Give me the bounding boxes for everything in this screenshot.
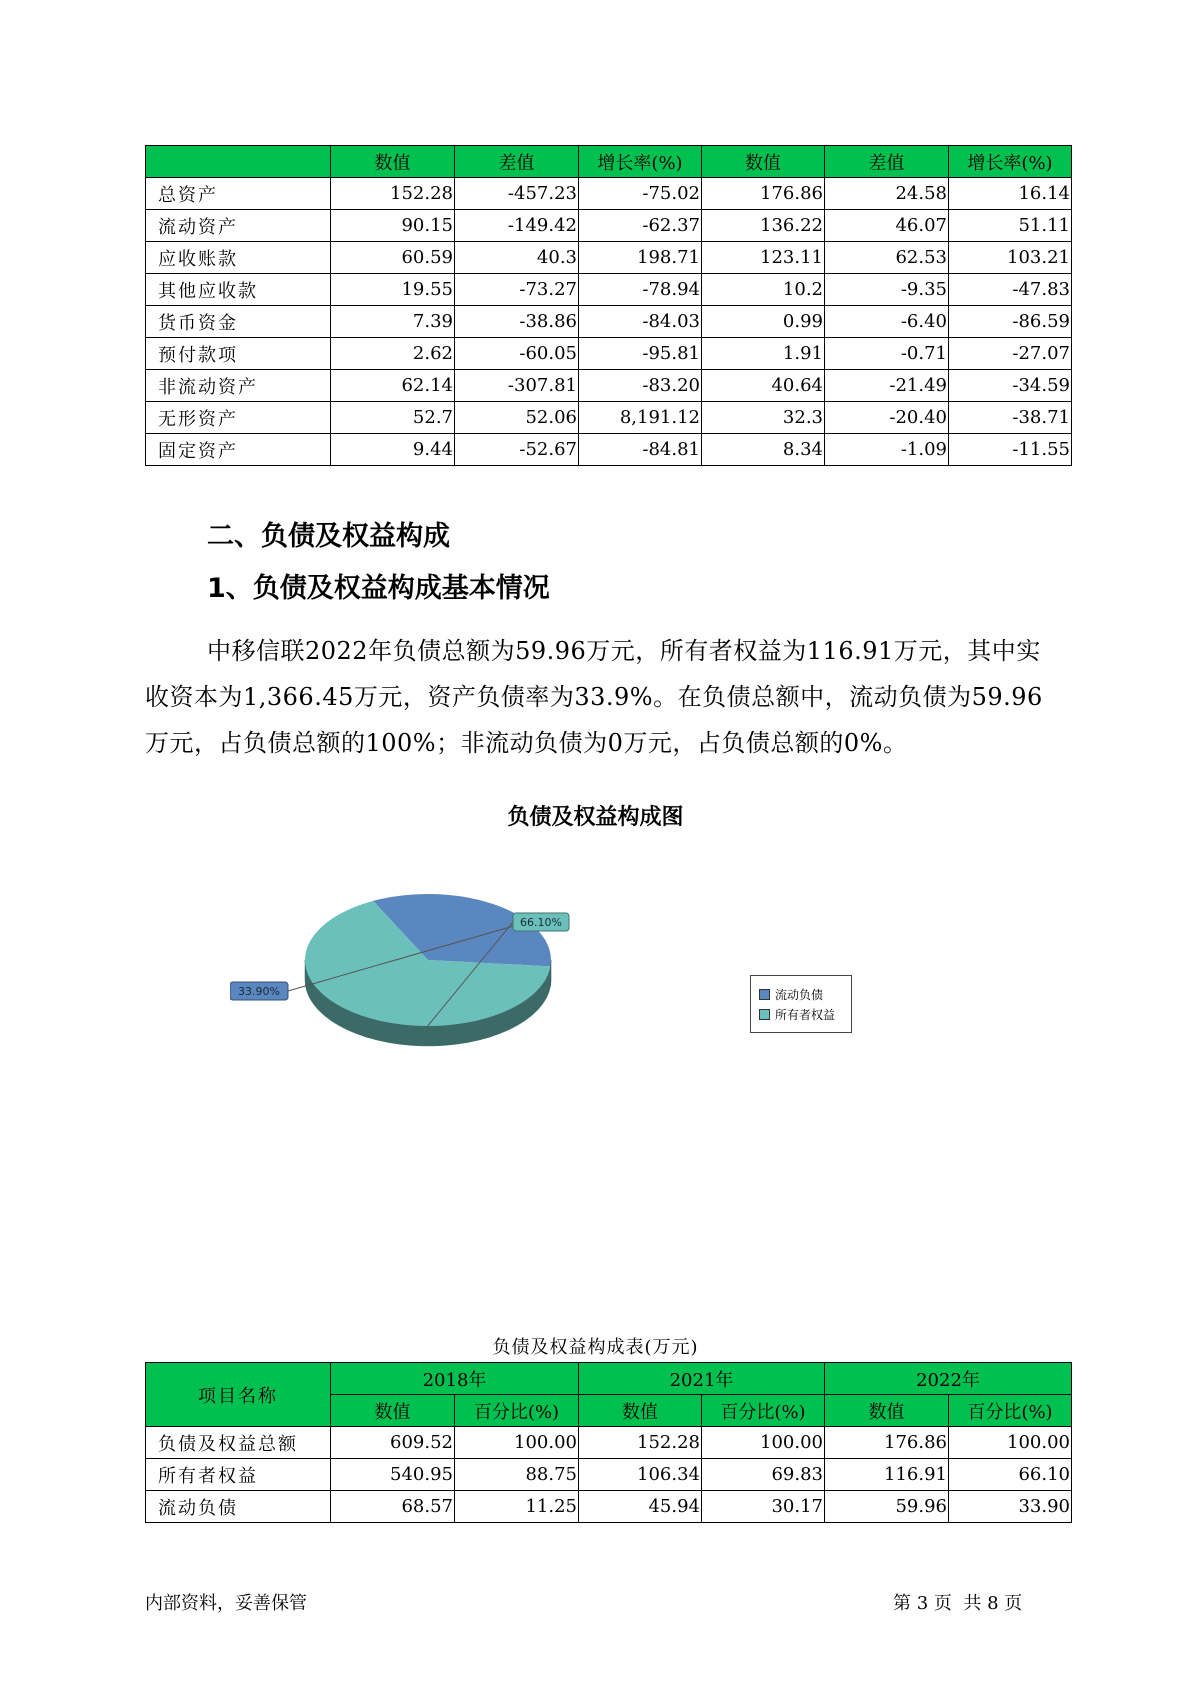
table-cell: -27.07	[949, 338, 1072, 370]
table-cell: 176.86	[825, 1427, 949, 1459]
row-label: 应收账款	[146, 242, 331, 274]
subsection-heading: 1、负债及权益构成基本情况	[207, 573, 550, 604]
table-cell: -9.35	[825, 274, 949, 306]
header-cell: 差值	[455, 146, 579, 178]
table-cell: -20.40	[825, 402, 949, 434]
table-cell: 40.3	[455, 242, 579, 274]
table-cell: 11.25	[455, 1491, 579, 1523]
legend-label: 流动负债	[775, 988, 824, 1002]
liability-equity-table	[145, 1362, 1072, 1523]
header-cell	[146, 146, 331, 178]
table-cell: 62.53	[825, 242, 949, 274]
table-cell: 123.11	[702, 242, 825, 274]
table-cell: -149.42	[455, 210, 579, 242]
table-row	[146, 338, 1072, 370]
table-cell: 8.34	[702, 434, 825, 466]
page-suffix: 页	[1004, 1593, 1023, 1614]
table-caption: 负债及权益构成表(万元)	[492, 1337, 699, 1358]
table-cell: 90.15	[331, 210, 455, 242]
table-cell: -1.09	[825, 434, 949, 466]
table-row	[146, 1491, 1072, 1523]
table-cell: -95.81	[579, 338, 702, 370]
table-row	[146, 1427, 1072, 1459]
table-row	[146, 402, 1072, 434]
table-cell: -6.40	[825, 306, 949, 338]
pie-chart	[230, 880, 590, 1050]
table-cell: -83.20	[579, 370, 702, 402]
table-cell: 136.22	[702, 210, 825, 242]
table-cell: -84.03	[579, 306, 702, 338]
table-cell: -52.67	[455, 434, 579, 466]
header-cell: 数值	[702, 146, 825, 178]
header-cell: 增长率(%)	[949, 146, 1072, 178]
table-cell: 52.06	[455, 402, 579, 434]
table-cell: -86.59	[949, 306, 1072, 338]
table-cell: 19.55	[331, 274, 455, 306]
table-cell: 8,191.12	[579, 402, 702, 434]
row-label: 所有者权益	[146, 1459, 331, 1491]
table-cell: 7.39	[331, 306, 455, 338]
table-cell: -75.02	[579, 178, 702, 210]
legend-label: 所有者权益	[775, 1008, 836, 1022]
table-cell: 66.10	[949, 1459, 1072, 1491]
table-cell: -457.23	[455, 178, 579, 210]
table-cell: 198.71	[579, 242, 702, 274]
header-cell: 数值	[825, 1395, 949, 1427]
table-cell: -38.86	[455, 306, 579, 338]
page-current: 3	[916, 1593, 929, 1614]
table-cell: 16.14	[949, 178, 1072, 210]
header-cell: 增长率(%)	[579, 146, 702, 178]
table-cell: 45.94	[579, 1491, 702, 1523]
table-cell: 33.90	[949, 1491, 1072, 1523]
footer-page-number	[893, 1589, 1022, 1615]
chart-title: 负债及权益构成图	[507, 805, 684, 830]
row-label: 无形资产	[146, 402, 331, 434]
table-cell: -11.55	[949, 434, 1072, 466]
table-cell: 46.07	[825, 210, 949, 242]
table-cell: 609.52	[331, 1427, 455, 1459]
row-label: 预付款项	[146, 338, 331, 370]
table-row	[146, 274, 1072, 306]
table-row	[146, 1459, 1072, 1491]
table-cell: 100.00	[455, 1427, 579, 1459]
legend-swatch	[759, 989, 770, 1000]
pie-data-label: 66.10%	[520, 916, 562, 929]
year-header: 2021年	[579, 1363, 825, 1395]
table-cell: 152.28	[331, 178, 455, 210]
table-row	[146, 306, 1072, 338]
row-label: 固定资产	[146, 434, 331, 466]
year-header: 2018年	[331, 1363, 579, 1395]
table-cell: -62.37	[579, 210, 702, 242]
table-cell: 176.86	[702, 178, 825, 210]
table-cell: 24.58	[825, 178, 949, 210]
table-cell: -84.81	[579, 434, 702, 466]
table-cell: 68.57	[331, 1491, 455, 1523]
pie-data-label: 33.90%	[238, 985, 280, 998]
table-cell: 0.99	[702, 306, 825, 338]
header-cell: 数值	[331, 1395, 455, 1427]
row-label: 总资产	[146, 178, 331, 210]
row-label: 负债及权益总额	[146, 1427, 331, 1459]
legend-item-owners-equity	[759, 1006, 835, 1023]
row-label: 流动负债	[146, 1491, 331, 1523]
asset-change-table	[145, 145, 1072, 466]
table-header-row	[146, 1363, 1072, 1395]
table-cell: 10.2	[702, 274, 825, 306]
table-cell: 103.21	[949, 242, 1072, 274]
table-cell: 40.64	[702, 370, 825, 402]
table-row	[146, 242, 1072, 274]
table-cell: 100.00	[949, 1427, 1072, 1459]
header-cell: 数值	[331, 146, 455, 178]
table-cell: 2.62	[331, 338, 455, 370]
header-cell: 数值	[579, 1395, 702, 1427]
table-cell: 69.83	[702, 1459, 825, 1491]
table-cell: -73.27	[455, 274, 579, 306]
body-paragraph: 中移信联2022年负债总额为59.96万元，所有者权益为116.91万元，其中实收资本为1,366.45万元，资产负债率为33.9%。在负债总额中，流动负债为59.96万元，占负债总额的100%；非流动负债为0万元，占负债总额的0%。	[145, 637, 1043, 757]
table-cell: 116.91	[825, 1459, 949, 1491]
header-cell: 百分比(%)	[949, 1395, 1072, 1427]
table-cell: -47.83	[949, 274, 1072, 306]
legend-swatch	[759, 1009, 770, 1020]
table-cell: -34.59	[949, 370, 1072, 402]
table-cell: -307.81	[455, 370, 579, 402]
table-cell: 100.00	[702, 1427, 825, 1459]
table-cell: 106.34	[579, 1459, 702, 1491]
table-cell: 59.96	[825, 1491, 949, 1523]
item-name-header: 项目名称	[146, 1363, 331, 1427]
table-cell: 152.28	[579, 1427, 702, 1459]
chart-legend	[750, 975, 852, 1033]
table-cell: 88.75	[455, 1459, 579, 1491]
header-cell: 差值	[825, 146, 949, 178]
table-cell: 51.11	[949, 210, 1072, 242]
table-cell: 9.44	[331, 434, 455, 466]
table-cell: -60.05	[455, 338, 579, 370]
table-header-row	[146, 146, 1072, 178]
table-row	[146, 178, 1072, 210]
table-row	[146, 370, 1072, 402]
page-total: 8	[987, 1593, 999, 1614]
table-cell: 30.17	[702, 1491, 825, 1523]
table-cell: 540.95	[331, 1459, 455, 1491]
table-cell: 60.59	[331, 242, 455, 274]
table-cell: -21.49	[825, 370, 949, 402]
section-heading: 二、负债及权益构成	[207, 521, 450, 552]
table-cell: 52.7	[331, 402, 455, 434]
table-cell: 1.91	[702, 338, 825, 370]
header-cell: 百分比(%)	[455, 1395, 579, 1427]
table-cell: -38.71	[949, 402, 1072, 434]
header-cell: 百分比(%)	[702, 1395, 825, 1427]
footer-confidential-note: 内部资料，妥善保管	[145, 1593, 307, 1614]
row-label: 流动资产	[146, 210, 331, 242]
row-label: 非流动资产	[146, 370, 331, 402]
table-cell: -0.71	[825, 338, 949, 370]
row-label: 其他应收款	[146, 274, 331, 306]
table-cell: -78.94	[579, 274, 702, 306]
year-header: 2022年	[825, 1363, 1072, 1395]
legend-item-current-liabilities	[759, 986, 823, 1003]
table-row	[146, 434, 1072, 466]
table-cell: 32.3	[702, 402, 825, 434]
page-prefix: 第	[893, 1593, 911, 1614]
table-row	[146, 210, 1072, 242]
page-mid: 页 共	[933, 1593, 982, 1614]
table-cell: 62.14	[331, 370, 455, 402]
row-label: 货币资金	[146, 306, 331, 338]
